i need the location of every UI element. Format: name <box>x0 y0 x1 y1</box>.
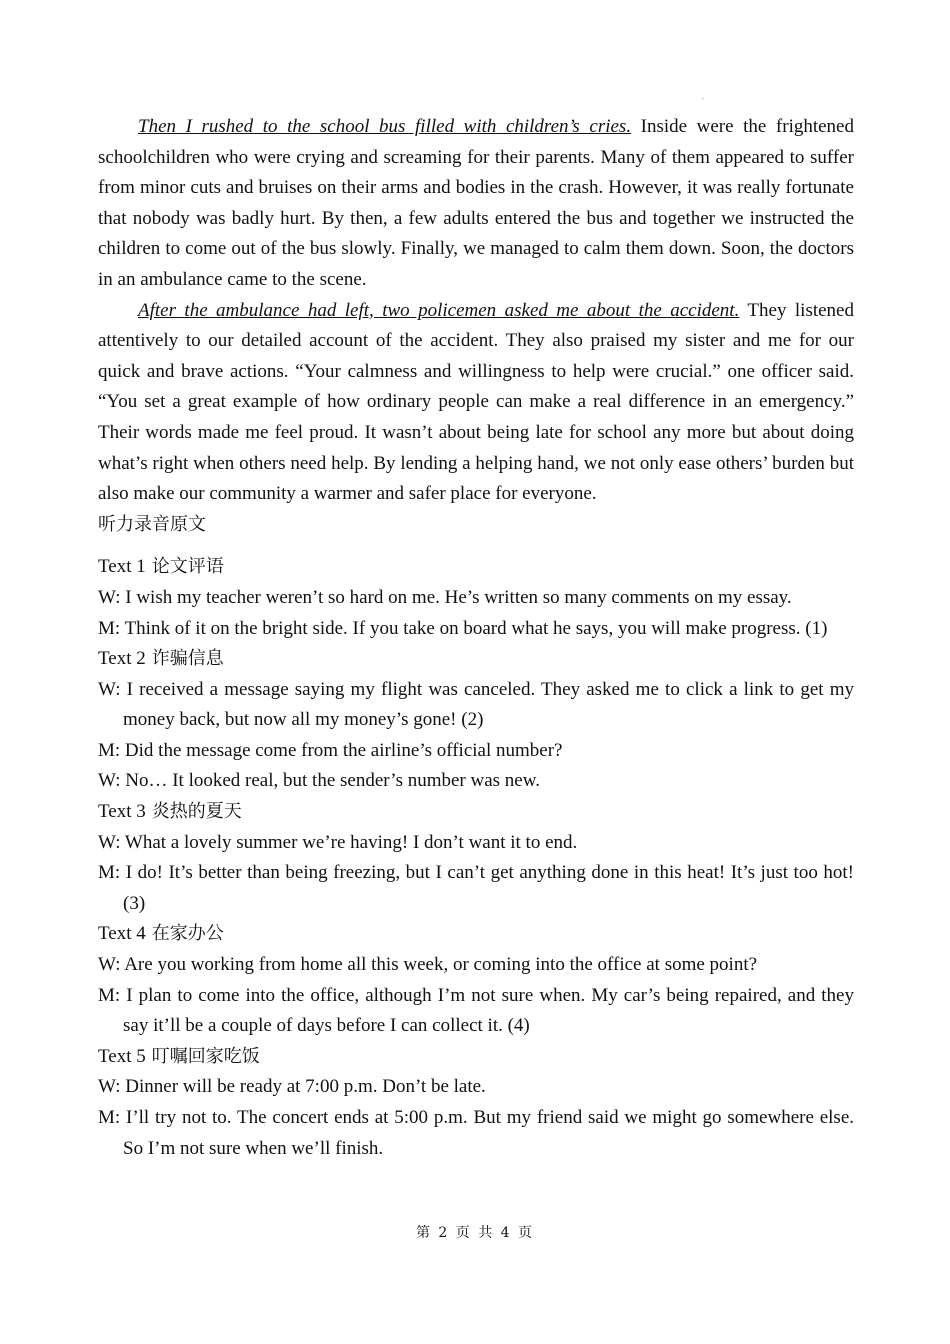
text-title <box>98 797 854 828</box>
dialogue-line: M: Did the message come from the airline’s official number? <box>98 739 563 761</box>
story-paragraph-1 <box>98 112 854 296</box>
paragraph-lead-sentence: After the ambulance had left, two policemen asked me about the accident. <box>138 299 740 321</box>
spacer <box>98 540 854 552</box>
text-title-cn: 在家办公 <box>151 923 224 945</box>
page-content <box>98 112 854 1164</box>
text-title <box>98 919 854 950</box>
text-title-cn: 论文评语 <box>151 556 224 578</box>
dialogue-line: W: I received a message saying my flight was canceled. They asked me to click a link to get my money back, but now all my money’s gone! (2) <box>98 678 854 731</box>
paragraph-body: They listened attentively to our detailed account of the accident. They also praised my sister and me for our quick and brave actions. “Your calmness and willingness to help were crucial.” one officer said. “You set a great example of how ordinary people can make a real difference in an emergency.” Their words made me feel proud. It wasn’t about being late for school any more but about doing what’s right when others need help. By lending a helping hand, we not only ease others’ burden but also make our community a warmer and safer place for everyone. <box>98 299 854 505</box>
story-paragraph-2 <box>98 296 854 510</box>
text-title <box>98 552 854 583</box>
dialogue-line: W: Are you working from home all this week, or coming into the office at some point? <box>98 954 758 976</box>
dialogue-line: M: I’ll try not to. The concert ends at 5:00 p.m. But my friend said we might go somewhere else. So I’m not sure when we’ll finish. <box>98 1107 854 1159</box>
dialogue-line: W: Dinner will be ready at 7:00 p.m. Don’t be late. <box>98 1076 486 1098</box>
text-label: Text 3 <box>98 801 146 823</box>
text-title-cn: 炎热的夏天 <box>151 801 242 823</box>
page-footer: 第 2 页 共 4 页 <box>415 1225 535 1241</box>
text-label: Text 1 <box>98 556 146 578</box>
listening-texts <box>98 552 854 1164</box>
dialogue-line: M: I plan to come into the office, although I’m not sure when. My car’s being repaired, and they say it’ll be a couple of days before I can collect it. (4) <box>98 984 854 1037</box>
paragraph-lead-sentence: Then I rushed to the school bus filled with children’s cries. <box>138 116 632 137</box>
text-label: Text 4 <box>98 923 146 945</box>
dialogue-line: W: I wish my teacher weren’t so hard on me. He’s written so many comments on my essay. <box>98 586 792 608</box>
text-label: Text 5 <box>98 1045 146 1067</box>
text-title-cn: 叮嘱回家吃饭 <box>151 1045 260 1067</box>
paragraph-body: Inside were the frightened schoolchildren who were crying and screaming for their parents. Many of them appeared to suffer from minor cuts and bruises on their arms and bodies in the crash. However, it was really fortunate that nobody was badly hurt. By then, a few adults entered the bus and together we instructed the children to come out of the bus slowly. Finally, we managed to calm them down. Soon, the doctors in an ambulance came to the scene. <box>98 116 854 290</box>
header-mark: . <box>702 92 704 101</box>
dialogue-line: W: No… It looked real, but the sender’s number was new. <box>98 770 540 792</box>
text-title <box>98 1042 854 1073</box>
dialogue-line: M: Think of it on the bright side. If you take on board what he says, you will make progress. (1) <box>98 617 828 639</box>
listening-heading: 听力录音原文 <box>98 513 206 535</box>
dialogue-line: M: I do! It’s better than being freezing, but I can’t get anything done in this heat! It’s just too hot! (3) <box>98 862 854 914</box>
text-title-cn: 诈骗信息 <box>151 648 224 670</box>
text-label: Text 2 <box>98 648 146 670</box>
dialogue-line: W: What a lovely summer we’re having! I don’t want it to end. <box>98 831 578 853</box>
text-title <box>98 644 854 675</box>
